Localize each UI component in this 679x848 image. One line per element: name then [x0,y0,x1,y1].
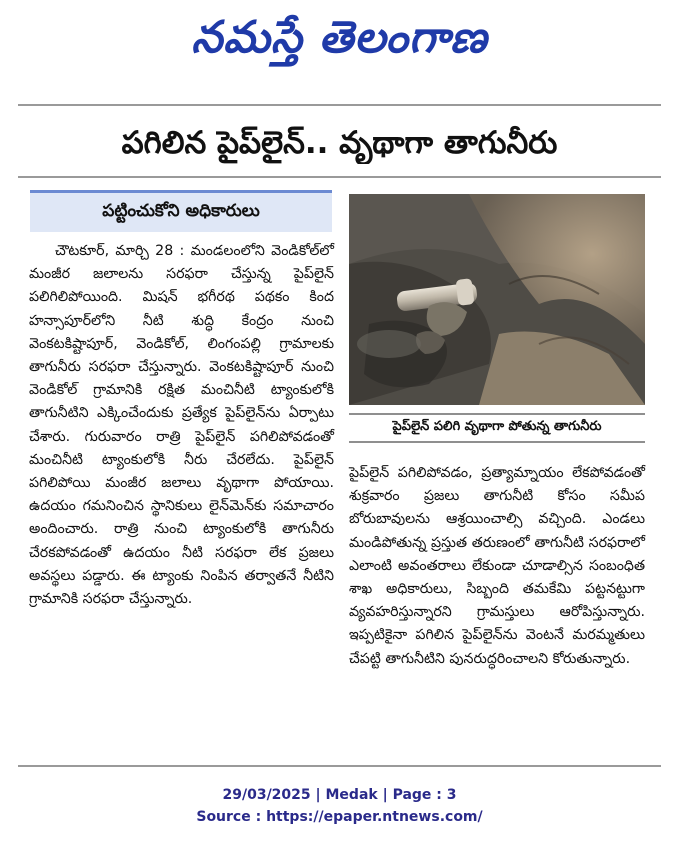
footer-date-edition-page: 29/03/2025 | Medak | Page : 3 [222,787,457,803]
broken-pipeline-photo [349,194,645,405]
masthead-divider [18,104,661,106]
article-headline: పగిలిన పైప్‌లైన్.. వృథాగా తాగునీరు [121,125,558,161]
subhead-text: పట్టించుకోని అధికారులు [102,200,260,221]
headline-divider [18,176,661,178]
left-column-text: చౌటకూర్, మార్చి 28 : మండలంలోని వెండికోల్‌లో మంజీర జలాలను సరఫరా చేస్తున్న పైప్‌లైన్ పలిగిలిపోయింది. మిషన్ భగీరథ పథకం కింద హన్సాపూర్‌లోని నీటి శుద్ధి కేంద్రం నుంచి వెంకటకిష్టాపూర్, వెండికోల్, లింగంపల్లి గ్రామాలకు తాగునీరు సరఫరా చేస్తున్నారు. వెంకటకిష్టాపూర్ నుంచి వెండికోల్ గ్రామానికి రక్షిత మంచినీటి ట్యాంకులోకి తాగునీటిని ఎక్కించేందుకు ప్రత్యేక పైప్‌లైన్‌ను ఏర్పాటు చేశారు. గురువారం రాత్రి పైప్‌లైన్ పగిలిపోవడంతో మంచినీటి ట్యాంకులోకి నీరు చేరలేదు. పైప్‌లైన్ పగిలిపోయి మంజీర జలాలు వృథాగా పోయాయి. ఉదయం గమనించిన స్థానికులు లైన్‌మెన్‌కు సమాచారం అందించారు. రాత్రి నుంచి ట్యాంకులోకి తాగునీరు చేరకపోవడంతో ఉదయం నీటి సరఫరా లేక ప్రజలు అవస్థలు పడ్డారు. ఈ ట్యాంకు నింపిన తర్వాతనే నీటిని గ్రామానికి సరఫరా చేస్తున్నారు. [29,243,334,608]
article-left-column [29,240,334,611]
article-subhead [30,190,332,232]
article-photo [349,194,645,405]
footer-source-link[interactable]: Source : https://epaper.ntnews.com/ [196,809,483,825]
footer-divider [18,765,661,767]
article-right-column [349,462,645,671]
right-column-text: పైప్‌లైన్ పగిలిపోవడం, ప్రత్యామ్నాయం లేకపోవడంతో శుక్రవారం ప్రజలు తాగునీటి కోసం సమీప బోరుబావులను ఆశ్రయించాల్సి వచ్చింది. ఎండలు మండిపోతున్న ప్రస్తుత తరుణంలో తాగునీటి సరఫరాలో ఎలాంటి అవంతరాలు లేకుండా చూడాల్సిన సంబంధిత శాఖ అధికారులు, సిబ్బంది తమకేమి పట్టనట్టుగా వ్యవహరిస్తున్నారని గ్రామస్తులు ఆరోపిస్తున్నారు. ఇప్పటికైనా పగిలిన పైప్‌లైన్‌ను వెంటనే మరమ్మతులు చేపట్టి తాగునీటిని పునరుద్ధరించాలని కోరుతున్నారు. [349,465,645,667]
newspaper-masthead: నమస్తే తెలంగాణ [191,12,488,63]
photo-caption: పైప్‌లైన్ పలిగి వృథాగా పోతున్న తాగునీరు [349,413,645,443]
